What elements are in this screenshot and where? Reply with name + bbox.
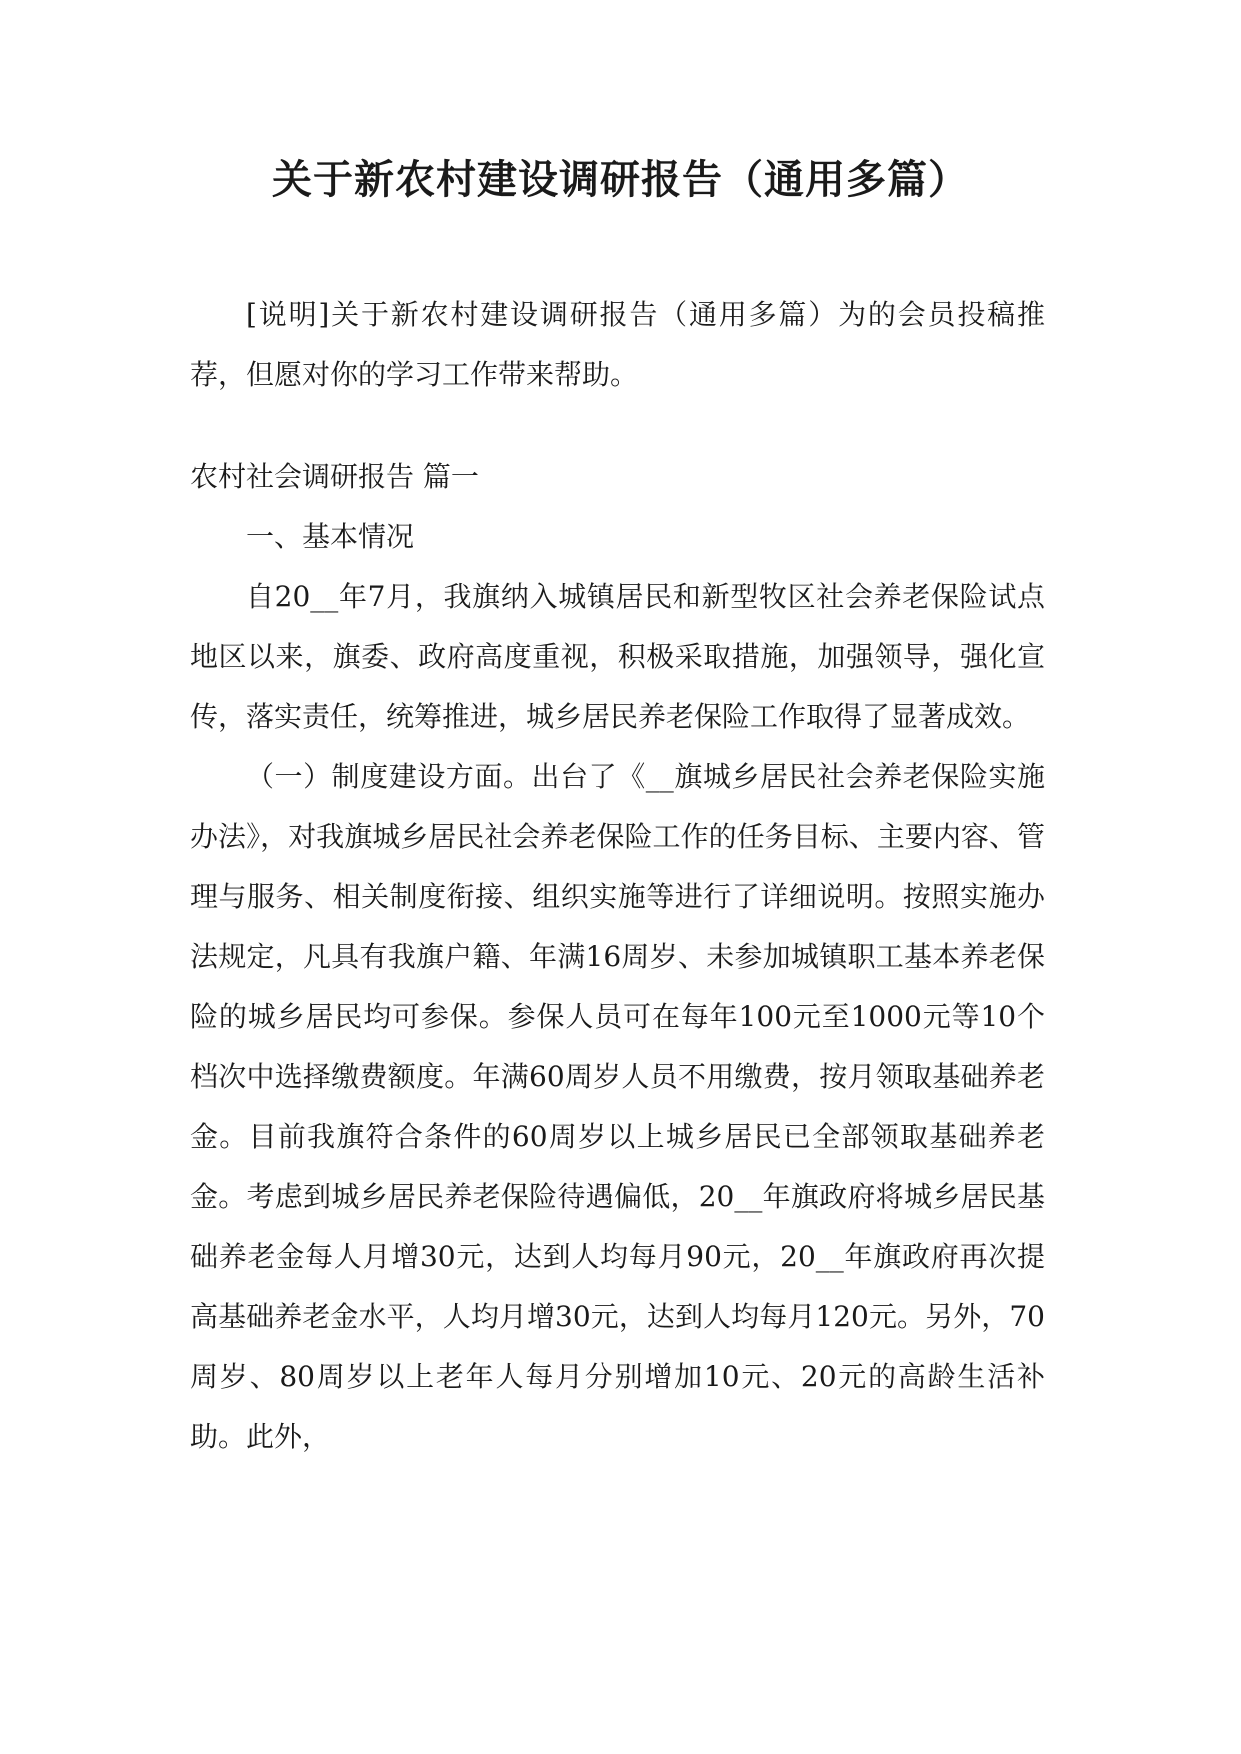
- body-block: [190, 447, 1045, 1467]
- subsection-title: 一、基本情况: [246, 520, 415, 553]
- section-title: 农村社会调研报告 篇一: [190, 460, 479, 493]
- intro-block: [190, 285, 1045, 405]
- body-paragraph: 自20__年7月，我旗纳入城镇居民和新型牧区社会养老保险试点地区以来，旗委、政府高度重视，积极采取措施，加强领导，强化宣传，落实责任，统筹推进，城乡居民养老保险工作取得了显著成效。: [190, 580, 1045, 733]
- document-title: 关于新农村建设调研报告（通用多篇）: [272, 156, 969, 203]
- body-paragraph: （一）制度建设方面。出台了《__旗城乡居民社会养老保险实施办法》，对我旗城乡居民社会养老保险工作的任务目标、主要内容、管理与服务、相关制度衔接、组织实施等进行了详细说明。按照实施办法规定，凡具有我旗户籍、年满16周岁、未参加城镇职工基本养老保险的城乡居民均可参保。参保人员可在每年100元至1000元等10个档次中选择缴费额度。年满60周岁人员不用缴费，按月领取基础养老金。目前我旗符合条件的60周岁以上城乡居民已全部领取基础养老金。考虑到城乡居民养老保险待遇偏低，20__年旗政府将城乡居民基础养老金每人月增30元，达到人均每月90元，20__年旗政府再次提高基础养老金水平，人均月增30元，达到人均每月120元。另外，70周岁、80周岁以上老年人每月分别增加10元、20元的高龄生活补助。此外，: [190, 760, 1045, 1453]
- intro-paragraph: [说明]关于新农村建设调研报告（通用多篇）为的会员投稿推荐，但愿对你的学习工作带来帮助。: [190, 298, 1045, 391]
